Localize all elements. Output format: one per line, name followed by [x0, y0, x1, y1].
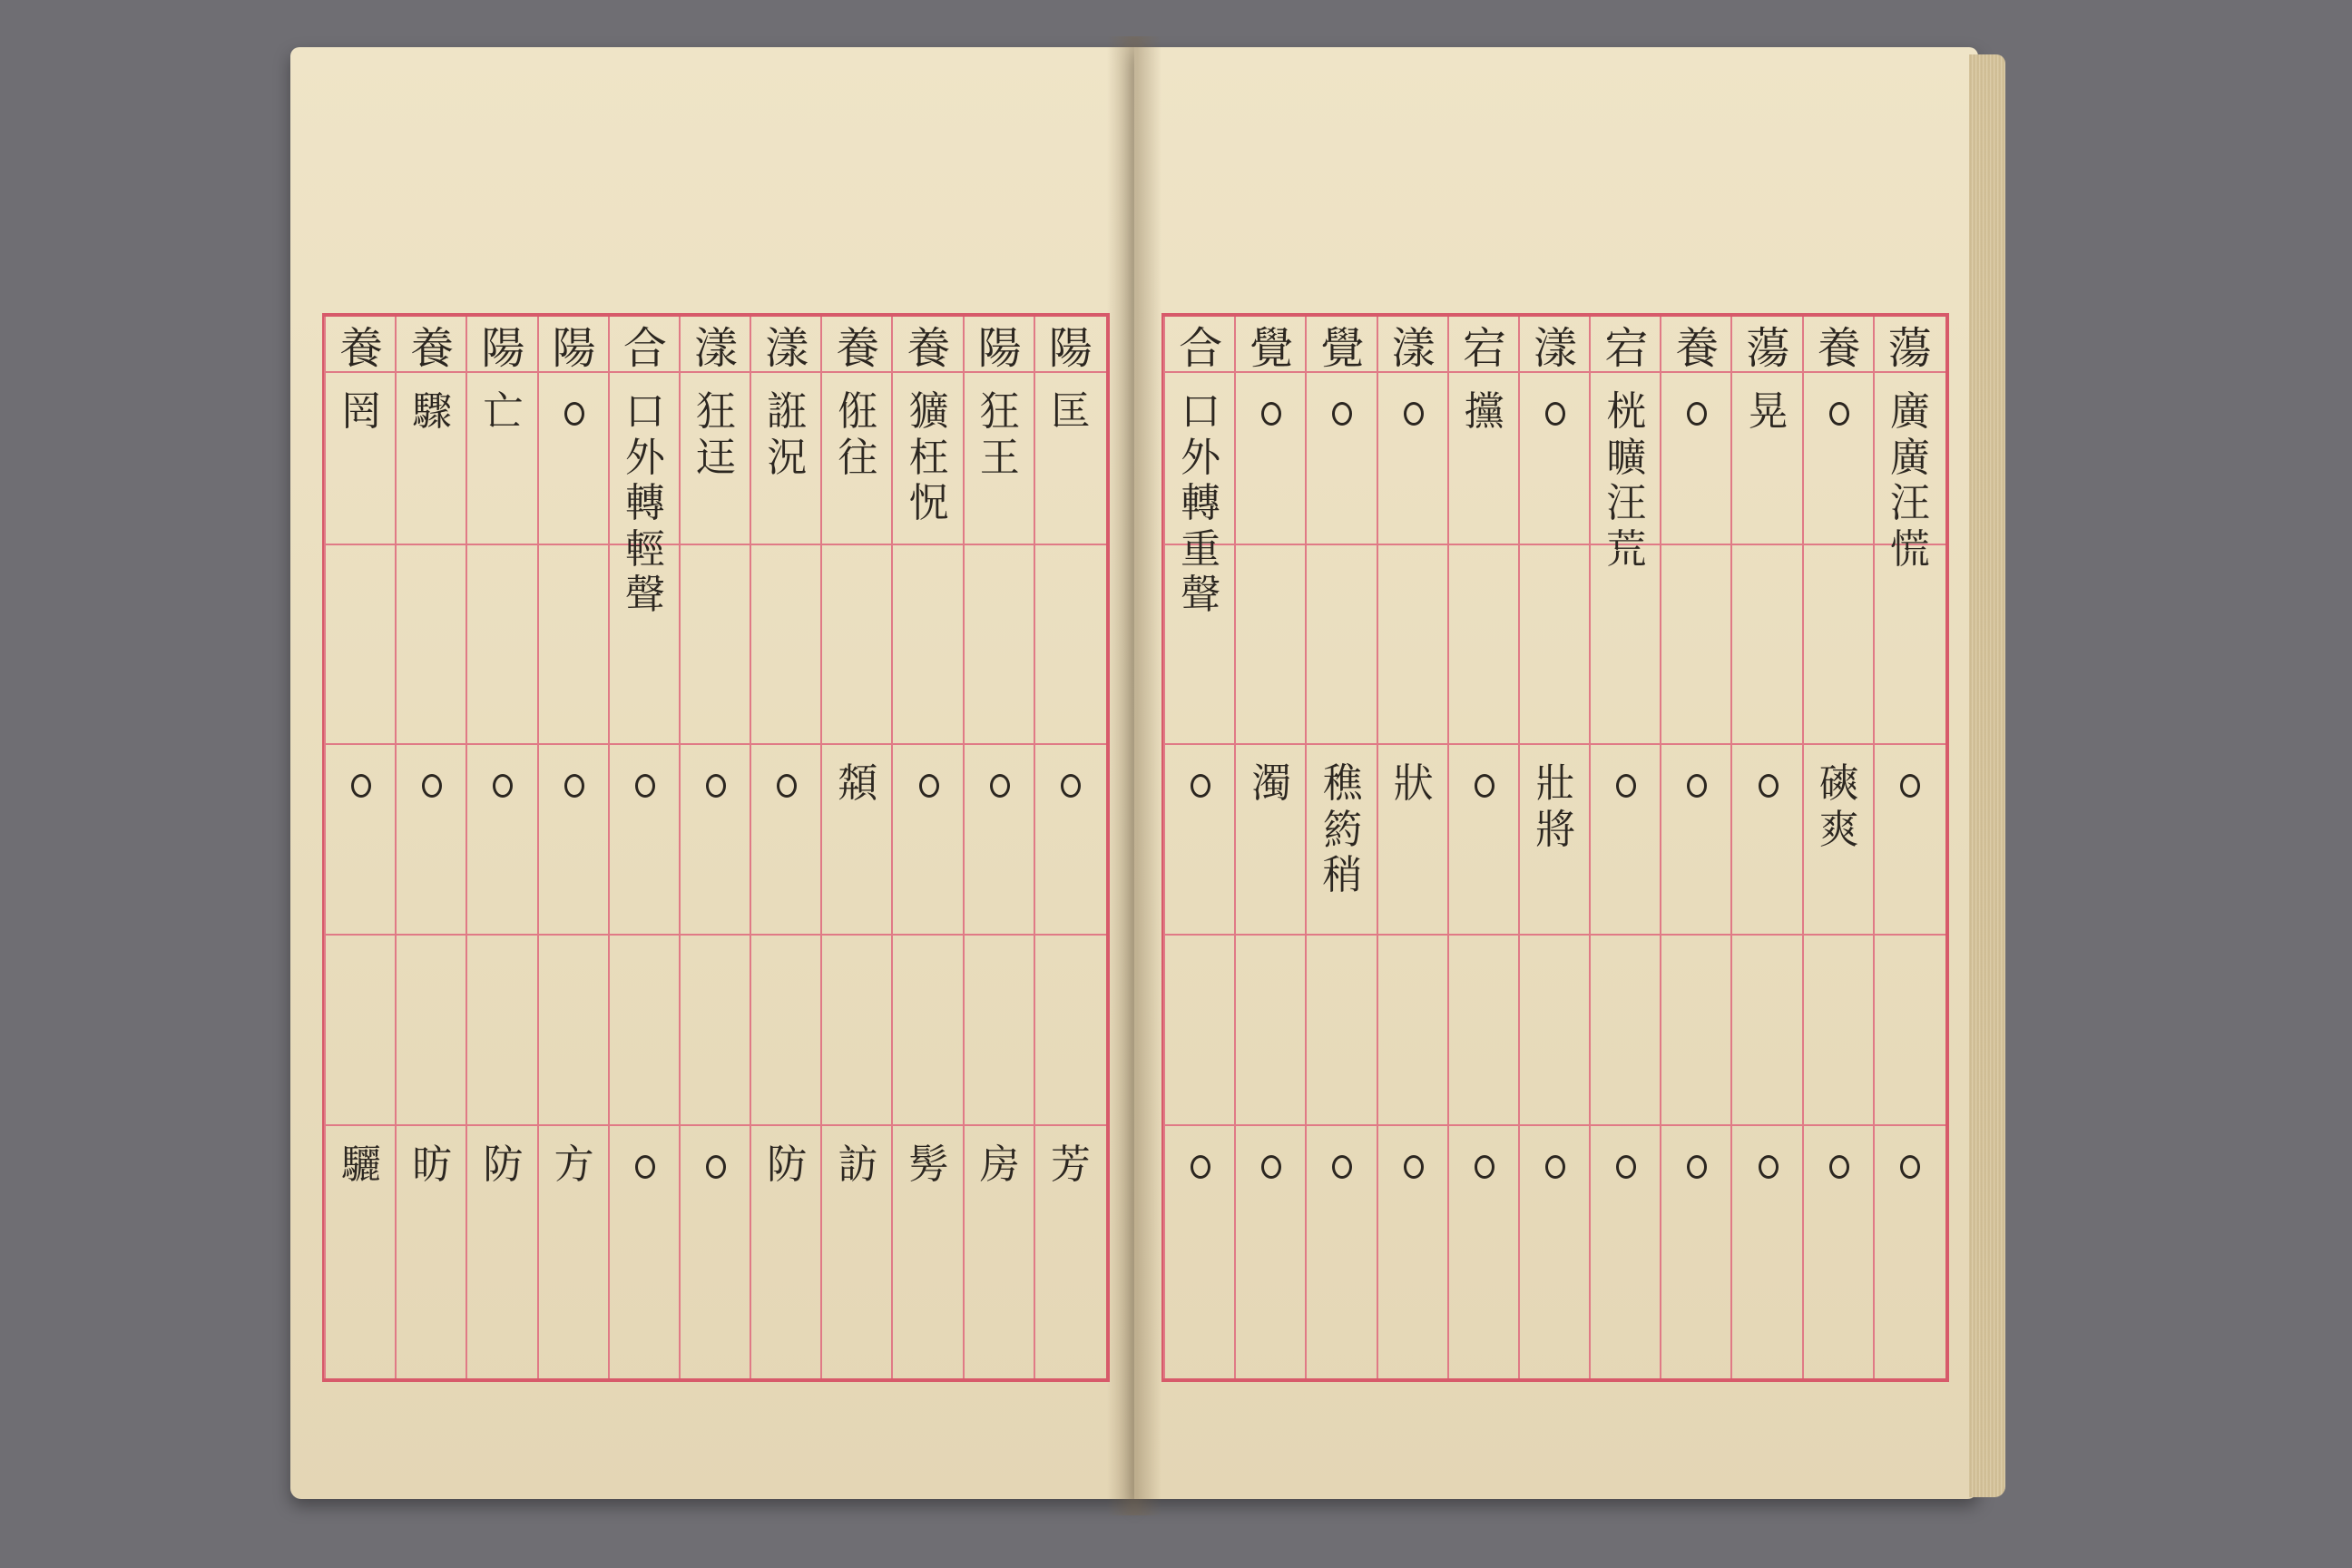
cell-r3 — [822, 761, 893, 808]
empty-circle-icon — [1829, 1155, 1849, 1179]
empty-circle-icon — [1616, 1155, 1636, 1179]
cell-r3 — [1378, 761, 1449, 808]
glyph: 聲 — [1181, 572, 1221, 619]
cell-r5 — [893, 1142, 964, 1189]
cell-r1 — [1661, 389, 1732, 438]
book-gutter — [1107, 36, 1161, 1515]
empty-circle-icon — [1687, 774, 1707, 798]
empty-circle-icon — [706, 1155, 726, 1179]
cell-r3 — [539, 761, 610, 810]
cell-r3 — [326, 761, 397, 810]
empty-circle-icon — [1759, 774, 1779, 798]
cell-r3 — [1804, 761, 1875, 853]
cell-r5 — [1661, 1142, 1732, 1191]
cell-r5 — [822, 1142, 893, 1189]
glyph: 王 — [979, 434, 1020, 481]
glyph: 頮 — [838, 760, 878, 807]
right-column — [1518, 317, 1591, 1378]
glyph: 曠 — [1606, 434, 1647, 481]
column-head: 養 — [906, 323, 951, 374]
glyph: 房 — [979, 1142, 1020, 1188]
cell-r3 — [467, 761, 538, 810]
cell-r5 — [467, 1142, 538, 1189]
right-column — [1377, 317, 1449, 1378]
cell-r1 — [965, 389, 1035, 481]
cell-r5 — [326, 1142, 397, 1189]
cell-r1 — [751, 389, 822, 481]
glyph: 攩 — [1464, 388, 1504, 435]
cell-r1 — [610, 389, 681, 619]
column-head: 蕩 — [1887, 323, 1932, 374]
column-head: 養 — [410, 323, 455, 374]
right-column — [1447, 317, 1520, 1378]
glyph: 穛 — [1322, 760, 1363, 807]
cell-r1 — [1449, 389, 1520, 436]
glyph: 俇 — [838, 388, 878, 435]
cell-r3 — [1035, 761, 1106, 810]
cell-r1 — [893, 389, 964, 527]
cell-r5 — [610, 1142, 681, 1191]
cell-r5 — [1307, 1142, 1377, 1191]
cell-r3 — [1307, 761, 1377, 899]
right-column — [1660, 317, 1732, 1378]
right-column — [1305, 317, 1377, 1378]
glyph: 況 — [767, 434, 808, 481]
glyph: 狂 — [979, 388, 1020, 435]
column-head: 漾 — [1391, 323, 1436, 374]
right-column — [1802, 317, 1875, 1378]
left-column — [891, 317, 964, 1378]
glyph: 獷 — [908, 388, 949, 435]
glyph: 防 — [767, 1142, 808, 1188]
empty-circle-icon — [1475, 1155, 1494, 1179]
glyph: 壯 — [1535, 760, 1575, 807]
glyph: 外 — [1181, 434, 1221, 481]
column-head: 漾 — [765, 323, 809, 374]
cell-r3 — [610, 761, 681, 810]
empty-circle-icon — [1332, 1155, 1352, 1179]
glyph: 廣 — [1889, 434, 1930, 481]
cell-r3 — [1236, 761, 1307, 808]
empty-circle-icon — [635, 774, 655, 798]
empty-circle-icon — [422, 774, 442, 798]
cell-r5 — [1035, 1142, 1106, 1189]
cell-r3 — [1732, 761, 1803, 810]
column-head: 合 — [622, 323, 667, 374]
column-head: 蕩 — [1746, 323, 1790, 374]
empty-circle-icon — [706, 774, 726, 798]
glyph: 重 — [1181, 525, 1221, 573]
column-head: 養 — [1675, 323, 1720, 374]
cell-r3 — [397, 761, 467, 810]
cell-r5 — [1520, 1142, 1591, 1191]
glyph: 口 — [624, 388, 665, 435]
glyph: 枉 — [908, 434, 949, 481]
empty-circle-icon — [1545, 402, 1565, 426]
empty-circle-icon — [1261, 1155, 1281, 1179]
empty-circle-icon — [351, 774, 371, 798]
left-column — [395, 317, 467, 1378]
cell-r5 — [1591, 1142, 1661, 1191]
glyph: 往 — [838, 434, 878, 481]
empty-circle-icon — [1900, 774, 1920, 798]
cell-r5 — [397, 1142, 467, 1189]
column-head: 陽 — [977, 323, 1022, 374]
glyph: 驪 — [341, 1142, 382, 1188]
glyph: 濁 — [1251, 760, 1292, 807]
cell-r1 — [1591, 389, 1661, 573]
right-column — [1234, 317, 1307, 1378]
glyph: 汪 — [1606, 480, 1647, 527]
glyph: 昉 — [412, 1142, 453, 1188]
cell-r5 — [751, 1142, 822, 1189]
glyph: 防 — [483, 1142, 524, 1188]
cell-r5 — [539, 1142, 610, 1189]
empty-circle-icon — [564, 774, 584, 798]
left-column — [608, 317, 681, 1378]
cell-r5 — [1236, 1142, 1307, 1191]
cell-r1 — [1804, 389, 1875, 438]
cell-r3 — [965, 761, 1035, 810]
empty-circle-icon — [1332, 402, 1352, 426]
cell-r1 — [681, 389, 751, 481]
left-column — [466, 317, 538, 1378]
glyph: 晃 — [1748, 388, 1788, 435]
cell-r1 — [326, 389, 397, 436]
column-head: 陽 — [481, 323, 525, 374]
column-head: 漾 — [1534, 323, 1578, 374]
column-head: 養 — [339, 323, 384, 374]
cell-r3 — [751, 761, 822, 810]
column-head: 覺 — [1320, 323, 1365, 374]
empty-circle-icon — [1404, 1155, 1424, 1179]
empty-circle-icon — [1475, 774, 1494, 798]
empty-circle-icon — [1061, 774, 1081, 798]
empty-circle-icon — [777, 774, 797, 798]
empty-circle-icon — [1191, 1155, 1210, 1179]
cell-r1 — [397, 389, 467, 436]
glyph: 髣 — [908, 1142, 949, 1188]
glyph: 聲 — [624, 572, 665, 619]
glyph: 罔 — [341, 388, 382, 435]
empty-circle-icon — [1191, 774, 1210, 798]
glyph: 外 — [624, 434, 665, 481]
column-head: 陽 — [552, 323, 596, 374]
column-head: 養 — [1817, 323, 1861, 374]
empty-circle-icon — [635, 1155, 655, 1179]
empty-circle-icon — [564, 402, 584, 426]
empty-circle-icon — [1900, 1155, 1920, 1179]
empty-circle-icon — [1687, 1155, 1707, 1179]
cell-r5 — [1165, 1142, 1236, 1191]
cell-r3 — [681, 761, 751, 810]
open-book — [290, 36, 1978, 1515]
left-column — [537, 317, 610, 1378]
cell-r1 — [1732, 389, 1803, 436]
column-head: 覺 — [1250, 323, 1294, 374]
glyph: 轉 — [624, 480, 665, 527]
cell-r1 — [1378, 389, 1449, 438]
column-head: 宕 — [1462, 323, 1506, 374]
cell-r5 — [681, 1142, 751, 1191]
glyph: 稍 — [1322, 852, 1363, 899]
cell-r3 — [1875, 761, 1945, 810]
glyph: 轉 — [1181, 480, 1221, 527]
cell-r1 — [1520, 389, 1591, 438]
cell-r5 — [1449, 1142, 1520, 1191]
glyph: 將 — [1535, 806, 1575, 853]
left-column — [750, 317, 822, 1378]
cell-r1 — [822, 389, 893, 481]
glyph: 匡 — [1050, 388, 1091, 435]
column-head: 合 — [1179, 323, 1223, 374]
cell-r1 — [467, 389, 538, 436]
empty-circle-icon — [1687, 402, 1707, 426]
glyph: 迋 — [696, 434, 736, 481]
right-column — [1163, 317, 1236, 1378]
glyph: 爽 — [1818, 806, 1859, 853]
right-column — [1589, 317, 1661, 1378]
cell-r1 — [1875, 389, 1945, 573]
glyph: 口 — [1181, 388, 1221, 435]
cell-r1 — [1307, 389, 1377, 438]
cell-r3 — [1165, 761, 1236, 810]
left-column — [963, 317, 1035, 1378]
cell-r5 — [1804, 1142, 1875, 1191]
column-head: 宕 — [1604, 323, 1649, 374]
cell-r1 — [1236, 389, 1307, 438]
cell-r5 — [1378, 1142, 1449, 1191]
empty-circle-icon — [1829, 402, 1849, 426]
cell-r1 — [539, 389, 610, 438]
cell-r3 — [1449, 761, 1520, 810]
left-column — [1034, 317, 1106, 1378]
cell-r5 — [965, 1142, 1035, 1189]
column-head: 漾 — [694, 323, 739, 374]
glyph: 訪 — [838, 1142, 878, 1188]
glyph: 箹 — [1322, 806, 1363, 853]
glyph: 亡 — [483, 388, 524, 435]
right-column — [1873, 317, 1945, 1378]
glyph: 桄 — [1606, 388, 1647, 435]
empty-circle-icon — [1545, 1155, 1565, 1179]
cell-r3 — [1591, 761, 1661, 810]
left-column — [324, 317, 397, 1378]
glyph: 怳 — [908, 480, 949, 527]
glyph: 輕 — [624, 525, 665, 573]
right-column — [1730, 317, 1803, 1378]
cell-r5 — [1732, 1142, 1803, 1191]
column-head: 陽 — [1048, 323, 1093, 374]
empty-circle-icon — [1261, 402, 1281, 426]
glyph: 誑 — [767, 388, 808, 435]
glyph: 磢 — [1818, 760, 1859, 807]
left-rhyme-table — [322, 313, 1110, 1382]
empty-circle-icon — [990, 774, 1010, 798]
column-head: 養 — [836, 323, 880, 374]
glyph: 荒 — [1606, 525, 1647, 573]
empty-circle-icon — [919, 774, 939, 798]
right-rhyme-table — [1161, 313, 1949, 1382]
cell-r1 — [1165, 389, 1236, 619]
empty-circle-icon — [493, 774, 513, 798]
glyph: 狀 — [1393, 760, 1434, 807]
glyph: 汪 — [1889, 480, 1930, 527]
glyph: 驟 — [412, 388, 453, 435]
cell-r3 — [1520, 761, 1591, 853]
empty-circle-icon — [1759, 1155, 1779, 1179]
glyph: 慌 — [1889, 525, 1930, 573]
left-column — [679, 317, 751, 1378]
cell-r1 — [1035, 389, 1106, 436]
page-edges — [1969, 54, 2005, 1497]
left-column — [820, 317, 893, 1378]
cell-r3 — [893, 761, 964, 810]
cell-r3 — [1661, 761, 1732, 810]
glyph: 狂 — [696, 388, 736, 435]
empty-circle-icon — [1616, 774, 1636, 798]
empty-circle-icon — [1404, 402, 1424, 426]
glyph: 芳 — [1050, 1142, 1091, 1188]
glyph: 方 — [554, 1142, 594, 1188]
cell-r5 — [1875, 1142, 1945, 1191]
glyph: 廣 — [1889, 388, 1930, 435]
